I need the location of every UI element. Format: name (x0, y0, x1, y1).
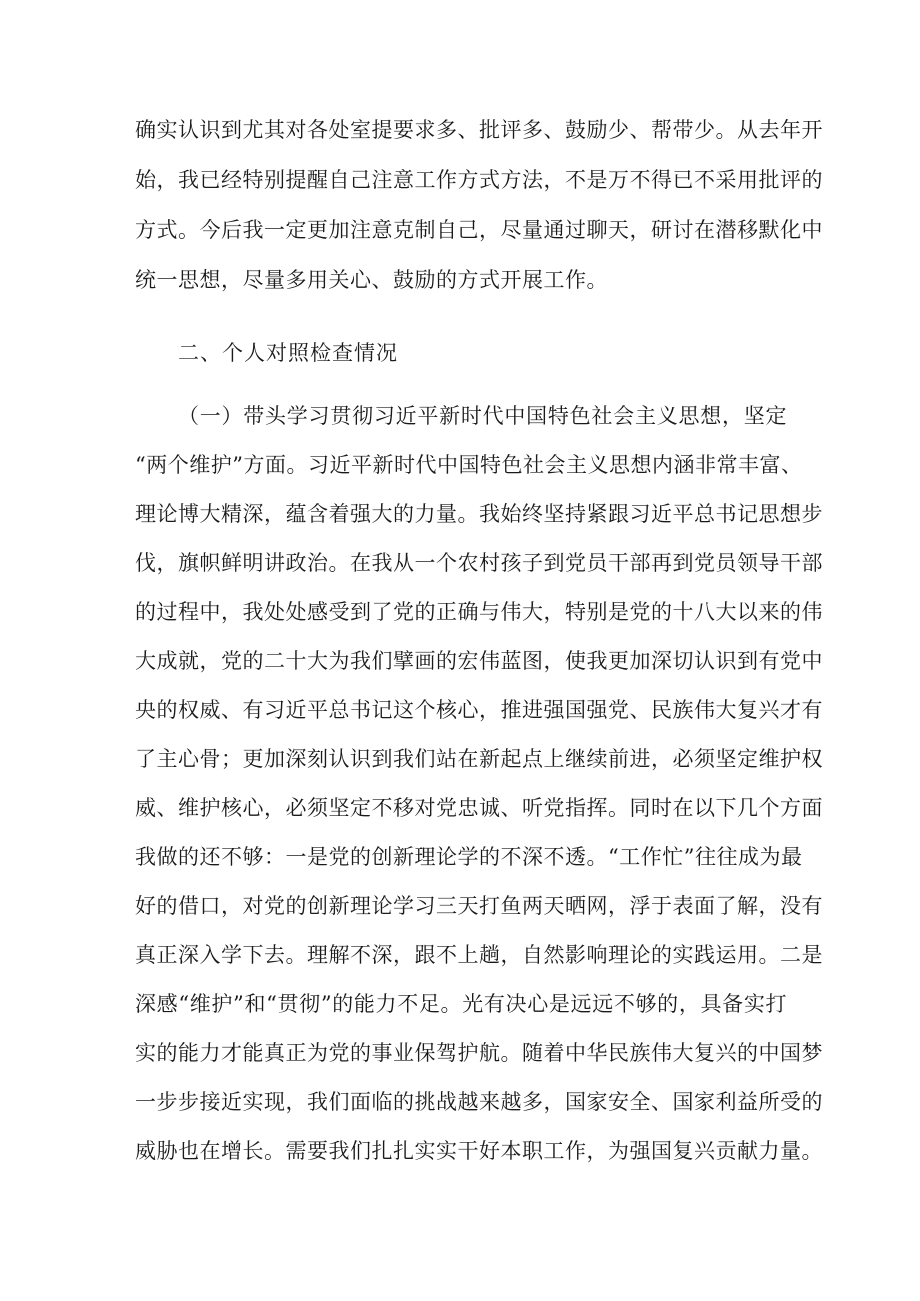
paragraph-line: “两个维护”方面。习近平新时代中国特色社会主义思想内涵非常丰富、 (135, 453, 803, 477)
paragraph-line: 确实认识到尤其对各处室提要求多、批评多、鼓励少、帮带少。从去年开 (135, 118, 823, 142)
paragraph-line: 威胁也在增长。需要我们扎扎实实干好本职工作，为强国复兴贡献力量。 (135, 1139, 823, 1163)
paragraph-line: 真正深入学下去。理解不深，跟不上趟，自然影响理论的实践运用。二是 (135, 943, 823, 967)
paragraph-line: 央的权威、有习近平总书记这个核心，推进强国强党、民族伟大复兴才有 (135, 698, 823, 722)
paragraph-line: 一步步接近实现，我们面临的挑战越来越多，国家安全、国家利益所受的 (135, 1090, 823, 1114)
paragraph-line: 威、维护核心，必须坚定不移对党忠诚、听党指挥。同时在以下几个方面 (135, 796, 823, 820)
paragraph-line: 实的能力才能真正为党的事业保驾护航。随着中华民族伟大复兴的中国梦 (135, 1041, 823, 1065)
section-heading: 二、个人对照检查情况 (178, 341, 398, 365)
paragraph-line: 大成就，党的二十大为我们擘画的宏伟蓝图，使我更加深切认识到有党中 (135, 649, 823, 673)
paragraph-line: 好的借口，对党的创新理论学习三天打鱼两天晒网，浮于表面了解，没有 (135, 894, 823, 918)
paragraph-line: 统一思想，尽量多用关心、鼓励的方式开展工作。 (135, 268, 608, 292)
paragraph-line: 的过程中，我处处感受到了党的正确与伟大，特别是党的十八大以来的伟 (135, 600, 823, 624)
paragraph-line: 方式。今后我一定更加注意克制自己，尽量通过聊天，研讨在潜移默化中 (135, 218, 823, 242)
paragraph-line: 深感“维护”和“贯彻”的能力不足。光有决心是远远不够的，具备实打 (135, 992, 787, 1016)
paragraph-line: 理论博大精深，蕴含着强大的力量。我始终坚持紧跟习近平总书记思想步 (135, 502, 823, 526)
paragraph-line: 伐，旗帜鲜明讲政治。在我从一个农村孩子到党员干部再到党员领导干部 (135, 551, 823, 575)
paragraph-line: 我做的还不够：一是党的创新理论学的不深不透。“工作忙”往往成为最 (135, 845, 803, 869)
paragraph-line: 了主心骨；更加深刻认识到我们站在新起点上继续前进，必须坚定维护权 (135, 747, 823, 771)
paragraph-line: 始，我已经特别提醒自己注意工作方式方法，不是万不得已不采用批评的 (135, 168, 823, 192)
paragraph-line: （一）带头学习贯彻习近平新时代中国特色社会主义思想，坚定 (178, 404, 787, 428)
